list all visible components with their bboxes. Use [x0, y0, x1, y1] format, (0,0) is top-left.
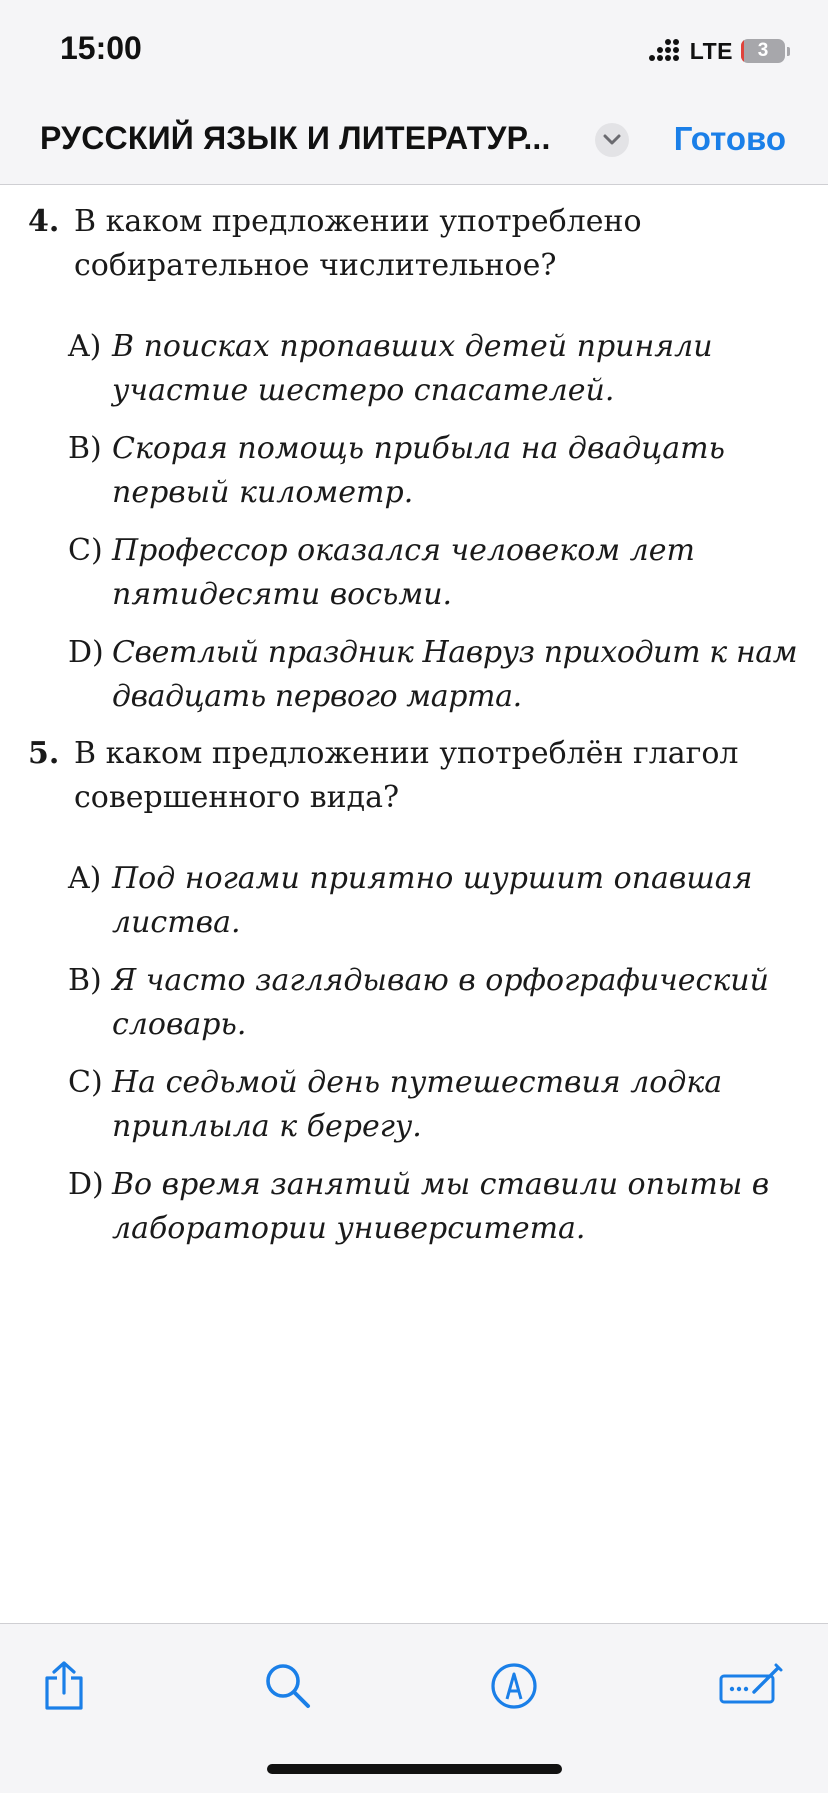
question-text — [74, 732, 814, 820]
option-text-line: Профессор оказался человеком лет — [112, 533, 695, 568]
option-text-line: Я часто заглядываю в орфографический — [112, 963, 769, 998]
option-text — [112, 325, 828, 413]
question-text — [74, 200, 814, 288]
question-text-line: совершенного вида? — [74, 780, 400, 815]
cellular-signal-icon — [648, 38, 682, 64]
share-button[interactable] — [36, 1658, 92, 1714]
option-letter: A) — [68, 329, 102, 364]
option-text-line: двадцать первого марта. — [112, 679, 522, 714]
chevron-down-icon — [603, 134, 621, 146]
question-text-line: собирательное числительное? — [74, 248, 557, 283]
signature-button[interactable] — [716, 1658, 786, 1714]
option-text — [112, 1061, 828, 1149]
option-letter: D) — [68, 1167, 104, 1202]
option-text-line: На седьмой день путешествия лодка — [112, 1065, 723, 1100]
option-text — [112, 857, 828, 945]
option-text — [112, 959, 828, 1047]
status-time: 15:00 — [60, 30, 142, 66]
question-number: 5. — [28, 736, 60, 771]
network-type: LTE — [689, 37, 733, 64]
option-text-line: Под ногами приятно шуршит опавшая — [112, 861, 753, 896]
option-letter: B) — [68, 963, 102, 998]
option-letter: C) — [68, 1065, 103, 1100]
option-text-line: Светлый праздник Навруз приходит к нам — [112, 635, 798, 670]
option-text — [112, 631, 828, 719]
battery-level: 3 — [757, 40, 769, 61]
option-text — [112, 427, 828, 515]
status-bar — [0, 0, 828, 92]
option-text — [112, 529, 828, 617]
home-indicator[interactable] — [267, 1764, 562, 1774]
option-letter: D) — [68, 635, 104, 670]
navigation-bar — [0, 92, 828, 185]
question-text-line: В каком предложении употреблён глагол — [74, 736, 739, 771]
title-menu-button[interactable] — [595, 123, 629, 157]
option-text-line: участие шестеро спасателей. — [112, 373, 615, 408]
search-icon — [263, 1661, 313, 1711]
option-text-line: листва. — [112, 905, 241, 940]
battery-nub — [787, 47, 790, 56]
option-letter: B) — [68, 431, 102, 466]
option-letter: A) — [68, 861, 102, 896]
option-text-line: приплыла к берегу. — [112, 1109, 422, 1144]
document-title[interactable]: РУССКИЙ ЯЗЫК И ЛИТЕРАТУР... — [40, 120, 551, 156]
option-text-line: Скорая помощь прибыла на двадцать — [112, 431, 725, 466]
question-number: 4. — [28, 204, 60, 239]
status-indicators — [648, 36, 790, 66]
option-text-line: словарь. — [112, 1007, 247, 1042]
markup-icon — [489, 1661, 539, 1711]
signature-icon — [718, 1662, 784, 1710]
battery-icon — [741, 39, 785, 63]
option-text — [112, 1163, 828, 1251]
question-text-line: В каком предложении употреблено — [74, 204, 642, 239]
option-text-line: первый километр. — [112, 475, 414, 510]
option-text-line: лаборатории университета. — [112, 1211, 586, 1246]
markup-button[interactable] — [486, 1658, 542, 1714]
done-button[interactable]: Готово — [673, 120, 786, 157]
share-icon — [41, 1660, 87, 1712]
search-button[interactable] — [260, 1658, 316, 1714]
option-text-line: В поисках пропавших детей приняли — [112, 329, 713, 364]
option-text-line: пятидесяти восьми. — [112, 577, 453, 612]
option-letter: C) — [68, 533, 103, 568]
option-text-line: Во время занятий мы ставили опыты в — [112, 1167, 770, 1202]
